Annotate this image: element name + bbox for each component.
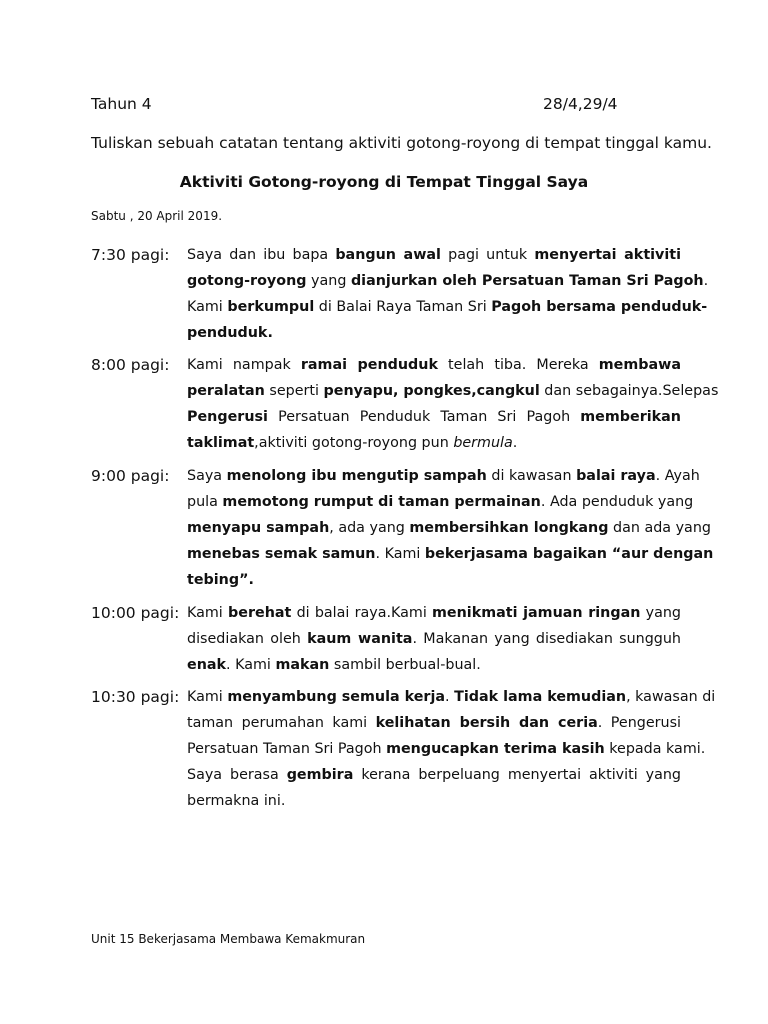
bold-text: membersihkan longkang	[409, 520, 609, 536]
text-run: , kawasan di	[626, 689, 716, 705]
text-run: . Ada penduduk yang	[540, 494, 694, 510]
bold-text: berkumpul	[227, 299, 315, 315]
text-line	[187, 430, 681, 456]
text-run: di balai raya.Kami	[291, 605, 433, 621]
text-run: . Kami	[375, 546, 425, 562]
entry-time: 8:00 pagi:	[91, 356, 170, 374]
italic-text: bermula	[453, 435, 513, 451]
text-line	[187, 515, 711, 541]
text-run: Kami	[187, 605, 229, 621]
text-run: Kami	[187, 299, 228, 315]
bold-text: memberikan	[580, 409, 681, 425]
bold-text: kaum wanita	[307, 631, 413, 647]
text-run: , ada yang	[329, 520, 410, 536]
bold-text: ramai penduduk	[300, 357, 438, 373]
text-line	[187, 710, 681, 736]
text-line	[187, 600, 681, 626]
text-run: . Pengerusi	[597, 715, 681, 731]
bold-text: gembira	[286, 767, 354, 783]
bold-text: menyambung semula kerja	[227, 689, 446, 705]
text-run: .	[512, 435, 518, 451]
bold-text: dianjurkan oleh Persatuan Taman Sri Pagoh	[350, 273, 704, 289]
entry-text	[187, 600, 681, 678]
bold-text: bangun awal	[335, 247, 441, 263]
bold-text: bekerjasama bagaikan “aur dengan	[424, 546, 714, 562]
text-line	[187, 242, 681, 268]
bold-text: membawa	[598, 357, 681, 373]
bold-text: penyapu, pongkes,cangkul	[323, 383, 540, 399]
bold-text: menyapu sampah	[187, 520, 330, 536]
text-run: taman perumahan kami	[187, 715, 376, 731]
bold-text: makan	[275, 657, 330, 673]
bold-text: enak	[187, 657, 227, 673]
text-run: Saya berasa	[187, 767, 287, 783]
text-line	[187, 652, 681, 678]
text-run: . Ayah	[655, 468, 700, 484]
text-run: seperti	[264, 383, 324, 399]
text-line	[187, 489, 694, 515]
text-run: Persatuan Penduduk Taman Sri Pagoh	[267, 409, 581, 425]
bold-text: balai raya	[576, 468, 656, 484]
text-run: Saya dan ibu bapa	[187, 247, 336, 263]
text-run: .	[703, 273, 709, 289]
text-line	[187, 404, 681, 430]
header-dates: 28/4,29/4	[543, 95, 618, 113]
bold-text: mengucapkan terima kasih	[386, 741, 605, 757]
date-line: Sabtu , 20 April 2019.	[91, 209, 223, 223]
bold-text: menolong ibu mengutip sampah	[226, 468, 487, 484]
entry-text	[187, 352, 719, 456]
text-run: bermakna ini.	[187, 793, 286, 809]
text-line	[187, 762, 681, 788]
text-run: . Kami	[226, 657, 276, 673]
text-run: dan sebagainya.Selepas	[539, 383, 719, 399]
bold-text: menebas semak samun	[187, 546, 376, 562]
header-year: Tahun 4	[91, 95, 152, 113]
text-run: . Makanan yang disediakan sungguh	[412, 631, 681, 647]
text-run: .	[445, 689, 455, 705]
bold-text: Pagoh bersama penduduk-	[491, 299, 708, 315]
bold-text: Pengerusi	[187, 409, 268, 425]
text-line	[187, 626, 681, 652]
text-run: kepada kami.	[604, 741, 706, 757]
entry-text	[187, 684, 716, 814]
text-line	[187, 788, 681, 814]
text-line	[187, 541, 714, 567]
bold-text: kelihatan bersih dan ceria	[375, 715, 598, 731]
text-line	[187, 567, 681, 593]
footer-text: Unit 15 Bekerjasama Membawa Kemakmuran	[91, 932, 366, 946]
text-line	[187, 684, 716, 710]
text-run: Persatuan Taman Sri Pagoh	[187, 741, 387, 757]
bold-text: tebing”.	[187, 572, 254, 588]
document-title: Aktiviti Gotong-royong di Tempat Tinggal Saya	[179, 173, 589, 191]
text-run: yang	[640, 605, 681, 621]
bold-text: taklimat	[187, 435, 255, 451]
bold-text: Tidak lama kemudian	[454, 689, 627, 705]
bold-text: menikmati jamuan ringan	[432, 605, 641, 621]
text-line	[187, 320, 681, 346]
text-line	[187, 268, 709, 294]
text-run: dan ada yang	[608, 520, 711, 536]
text-run: di kawasan	[486, 468, 577, 484]
text-run: di Balai Raya Taman Sri	[314, 299, 492, 315]
text-run: disediakan oleh	[187, 631, 308, 647]
text-run: Kami	[187, 689, 228, 705]
entry-time: 10:30 pagi:	[91, 688, 180, 706]
bold-text: berehat	[228, 605, 292, 621]
entry-time: 9:00 pagi:	[91, 467, 170, 485]
entry-time: 10:00 pagi:	[91, 604, 180, 622]
instruction-text: Tuliskan sebuah catatan tentang aktiviti gotong-royong di tempat tinggal kamu.	[91, 134, 712, 152]
text-line	[187, 352, 681, 378]
bold-text: peralatan	[187, 383, 265, 399]
bold-text: menyertai aktiviti	[534, 247, 682, 263]
text-run: sambil berbual-bual.	[329, 657, 481, 673]
text-line	[187, 294, 708, 320]
text-line	[187, 378, 719, 404]
text-run: Kami nampak	[187, 357, 301, 373]
text-run: yang	[306, 273, 351, 289]
entry-time: 7:30 pagi:	[91, 246, 170, 264]
entry-text	[187, 463, 714, 593]
bold-text: memotong rumput di taman permainan	[222, 494, 541, 510]
text-run: ,aktiviti gotong-royong pun	[254, 435, 454, 451]
text-run: pagi untuk	[440, 247, 535, 263]
bold-text: penduduk.	[187, 325, 273, 341]
entry-text	[187, 242, 709, 346]
text-run: kerana berpeluang menyertai aktiviti yang	[353, 767, 681, 783]
text-run: telah tiba. Mereka	[437, 357, 599, 373]
text-run: pula	[187, 494, 223, 510]
text-run: Saya	[187, 468, 227, 484]
text-line	[187, 463, 700, 489]
text-line	[187, 736, 706, 762]
bold-text: gotong-royong	[187, 273, 307, 289]
